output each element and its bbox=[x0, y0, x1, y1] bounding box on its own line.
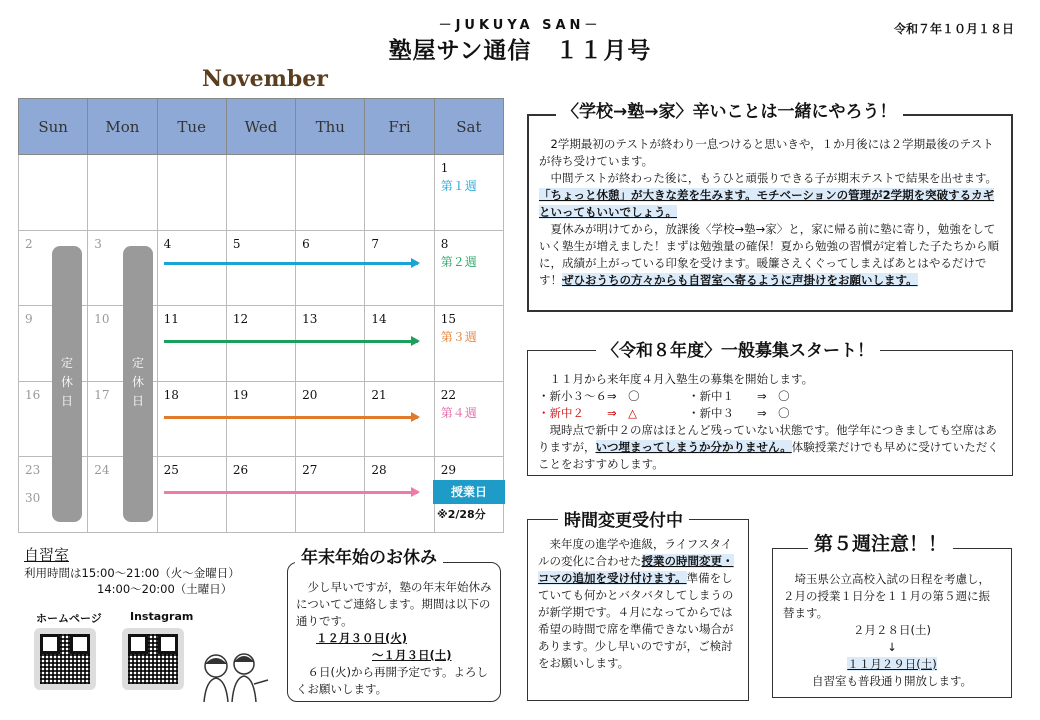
day-number: 5 bbox=[232, 236, 241, 251]
article-together-title: 〈学校→塾→家〉辛いことは一緒にやろう！ bbox=[556, 97, 903, 122]
calendar-day-cell bbox=[226, 155, 295, 231]
day-number: 14 bbox=[371, 312, 387, 327]
weekday-tue: Tue bbox=[157, 99, 226, 155]
article-together-p3a: 夏休みが明けてから，放課後〈学校→塾→家〉と，家に帰る前に塾に寄り，勉強をしていく塾生が増えました！まずは勉強量の確保！夏から勉強の習慣が定着した子たちから順に，成績が上がっている印象を受けます。暖簾さえくぐってしまえばあとはやるだけです！ bbox=[539, 222, 999, 287]
day-number: 6 bbox=[302, 236, 310, 251]
week-label: 第１週 bbox=[440, 179, 477, 193]
calendar-day-cell bbox=[434, 230, 503, 306]
holiday-p1: 少し早いですが，塾の年末年始休みについてご連絡します。期間は以下の通りです。 bbox=[296, 580, 492, 628]
week-arrow bbox=[164, 340, 418, 343]
holiday-date-from: １２月３０日(火) bbox=[316, 631, 408, 645]
article-recruit bbox=[527, 350, 1013, 476]
calendar-day-cell bbox=[157, 381, 226, 457]
study-room-title: 自習室 bbox=[24, 546, 70, 564]
day-number: 7 bbox=[371, 236, 380, 251]
holiday-p2: ６日(火)から再開予定です。よろしくお願いします。 bbox=[296, 665, 489, 696]
calendar-day-cell bbox=[296, 381, 365, 457]
calendar-day-cell bbox=[296, 230, 365, 306]
article-schedule-title: 時間変更受付中 bbox=[558, 506, 689, 531]
article-holiday-title: 年末年始のお休み bbox=[295, 543, 443, 568]
calendar-day-cell bbox=[88, 155, 157, 231]
day-number: 23 bbox=[25, 463, 41, 478]
weekday-thu: Thu bbox=[296, 99, 365, 155]
study-room-hours-saturday: 14:00～20:00（土曜日） bbox=[97, 582, 233, 596]
calendar-day-cell bbox=[434, 381, 503, 457]
day-number: 22 bbox=[440, 387, 456, 402]
schedule-p1c: 準備をしていても何かとバタバタしてしまうのが新学期です。４月になってからでは希望の時間で席を準備できない場合があります。少し早いのですが，ご検討をお願いします。 bbox=[538, 571, 734, 670]
recruit-intro: １１月から来年度４月入塾生の募集を開始します。 bbox=[549, 372, 814, 386]
instagram-qr-code[interactable] bbox=[122, 628, 184, 690]
calendar-day-cell bbox=[157, 457, 226, 533]
holiday-date-to: ～１月３日(土) bbox=[372, 648, 452, 662]
calendar-day-cell bbox=[365, 381, 434, 457]
day-number: 29 bbox=[440, 463, 456, 478]
weekday-fri: Fri bbox=[365, 99, 434, 155]
article-week5 bbox=[772, 548, 1012, 698]
schedule-p1 bbox=[538, 536, 738, 672]
calendar-week-row bbox=[19, 457, 504, 533]
calendar-day-cell bbox=[226, 306, 295, 382]
calendar-day-cell bbox=[296, 155, 365, 231]
schedule-highlight: 授業の時間変更・コマの追加を受け付けます。 bbox=[538, 554, 734, 585]
calendar-day-cell bbox=[365, 155, 434, 231]
calendar-day-cell bbox=[296, 457, 365, 533]
calendar-day-cell bbox=[157, 306, 226, 382]
day-number: 11 bbox=[163, 312, 179, 327]
day-number: 13 bbox=[302, 312, 318, 327]
day-number: 2 bbox=[25, 236, 33, 251]
week5-arrow: ↓ bbox=[887, 640, 897, 654]
day-number: 10 bbox=[94, 312, 110, 327]
day-number: 25 bbox=[163, 463, 179, 478]
article-week5-title: 第５週注意！！ bbox=[808, 529, 953, 556]
day-number: 26 bbox=[232, 463, 249, 478]
article-together-p2a: 中間テストが終わった後に，もうひと頑張りできる子が期末テストで結果を出せます。 bbox=[550, 171, 998, 185]
day-number: 28 bbox=[371, 463, 387, 478]
week-arrow bbox=[164, 416, 418, 419]
day-number: 27 bbox=[302, 463, 318, 478]
week-label: 第２週 bbox=[440, 254, 477, 269]
calendar-day-cell bbox=[434, 306, 503, 382]
day-number: 12 bbox=[232, 312, 249, 327]
calendar-day-cell bbox=[226, 230, 295, 306]
week5-to-date: １１月２９日(土) bbox=[847, 657, 937, 671]
article-together-callout: ぜひおうちの方々からも自習室へ寄るように声掛けをお願いします。 bbox=[562, 273, 918, 287]
article-holiday bbox=[287, 562, 501, 702]
recruit-grade3: ・新中３ ⇒ 〇 bbox=[688, 406, 790, 420]
calendar-week-row bbox=[19, 306, 504, 382]
day-number: 3 bbox=[94, 236, 102, 251]
recruit-p2c: 体験授業だけでも早めに受けていただくことをおすすめします。 bbox=[538, 440, 999, 471]
day-number: 20 bbox=[302, 387, 318, 402]
calendar-grid bbox=[18, 98, 504, 533]
article-together-p2 bbox=[539, 170, 1001, 221]
calendar-day-cell bbox=[365, 230, 434, 306]
calendar-week-row bbox=[19, 381, 504, 457]
newsletter-title: 塾屋サン通信 １１月号 bbox=[388, 38, 652, 64]
day-number: 1 bbox=[440, 161, 449, 175]
weekday-wed: Wed bbox=[226, 99, 295, 155]
weekday-header-row bbox=[19, 99, 504, 155]
article-together-highlight: 「ちょっと休憩」が大きな差を生みます。モチベーションの管理が2学期を突破するカギといってもいいでしょう。 bbox=[539, 188, 995, 219]
homepage-qr-code[interactable] bbox=[34, 628, 96, 690]
day-number: 18 bbox=[163, 387, 179, 402]
article-schedule bbox=[527, 519, 749, 701]
calendar-week-row bbox=[19, 230, 504, 306]
week-label: 第３週 bbox=[440, 330, 477, 345]
recruit-row-2 bbox=[538, 405, 1002, 422]
weekday-mon: Mon bbox=[88, 99, 157, 155]
newsletter-subtitle: －JUKUYA SAN－ bbox=[438, 18, 602, 33]
day-number: 19 bbox=[232, 387, 249, 402]
day-number: 16 bbox=[25, 387, 41, 402]
recruit-row-1 bbox=[538, 388, 1002, 405]
calendar-week-row bbox=[19, 155, 504, 231]
recruit-p2 bbox=[538, 422, 1002, 473]
calendar-day-cell bbox=[19, 155, 88, 231]
calendar-day-cell bbox=[157, 155, 226, 231]
closed-label: 定休日 bbox=[60, 356, 73, 408]
recruit-highlight: いつ埋まってしまうか分かりません。 bbox=[595, 440, 792, 454]
issue-date: 令和７年１０月１８日 bbox=[893, 22, 1014, 36]
weekday-sat: Sat bbox=[434, 99, 503, 155]
calendar-month: November bbox=[202, 66, 328, 92]
article-together bbox=[527, 114, 1013, 312]
study-room-hours-weekday: 利用時間は15:00～21:00（火～金曜日） bbox=[24, 566, 240, 580]
weekday-sun: Sun bbox=[19, 99, 88, 155]
calendar-day-cell bbox=[365, 457, 434, 533]
day-number: 8 bbox=[440, 236, 449, 251]
class-day-note: ※2/28分 bbox=[437, 508, 486, 521]
article-together-p1: 2学期最初のテストが終わり一息つけると思いきや，１か月後には２学期最後のテストが待ち受けています。 bbox=[539, 137, 994, 168]
day-number: 4 bbox=[163, 236, 172, 251]
day-number: 24 bbox=[94, 463, 110, 478]
recruit-elementary: ・新小３～６⇒ 〇 bbox=[538, 389, 640, 403]
article-together-p3 bbox=[539, 221, 1001, 289]
instagram-label: Instagram bbox=[130, 610, 194, 623]
week-arrow bbox=[164, 491, 418, 494]
week-arrow bbox=[164, 262, 418, 265]
recruit-p2a: 現時点で新中２の席はほとんど残っていない状態です。他学年につきましても空席はありますが， bbox=[538, 423, 997, 454]
recruit-grade1: ・新中１ ⇒ 〇 bbox=[688, 389, 790, 403]
week5-p1: 埼玉県公立高校入試の日程を考慮し，２月の授業１日分を１１月の第５週に振替ます。 bbox=[783, 572, 990, 620]
homepage-label: ホームページ bbox=[36, 612, 102, 625]
day-number: 9 bbox=[25, 312, 33, 327]
closed-label: 定休日 bbox=[131, 356, 144, 408]
week5-p2: 自習室も普段通り開放します。 bbox=[811, 674, 973, 688]
calendar-day-cell bbox=[434, 155, 503, 231]
schedule-p1a: 来年度の進学や進級，ライフスタイルの変化に合わせた bbox=[538, 537, 733, 568]
closed-bar-monday bbox=[123, 246, 153, 522]
day-number: 15 bbox=[440, 312, 456, 327]
article-recruit-title: 〈令和８年度〉一般募集スタート！ bbox=[596, 336, 880, 361]
week-label: 第４週 bbox=[440, 405, 477, 420]
calendar-day-cell bbox=[296, 306, 365, 382]
week5-from-date: ２月２８日(土) bbox=[853, 623, 931, 637]
recruit-grade2: ・新中２ ⇒ △ bbox=[538, 406, 637, 420]
calendar-day-cell bbox=[226, 381, 295, 457]
day-number-30: 30 bbox=[25, 491, 41, 506]
students-illustration bbox=[196, 650, 270, 702]
closed-bar-sunday bbox=[52, 246, 82, 522]
calendar-day-cell bbox=[226, 457, 295, 533]
class-day-badge: 授業日 bbox=[433, 480, 505, 504]
day-number: 21 bbox=[371, 387, 387, 402]
calendar-day-cell bbox=[157, 230, 226, 306]
calendar-day-cell bbox=[365, 306, 434, 382]
day-number: 17 bbox=[94, 387, 110, 402]
